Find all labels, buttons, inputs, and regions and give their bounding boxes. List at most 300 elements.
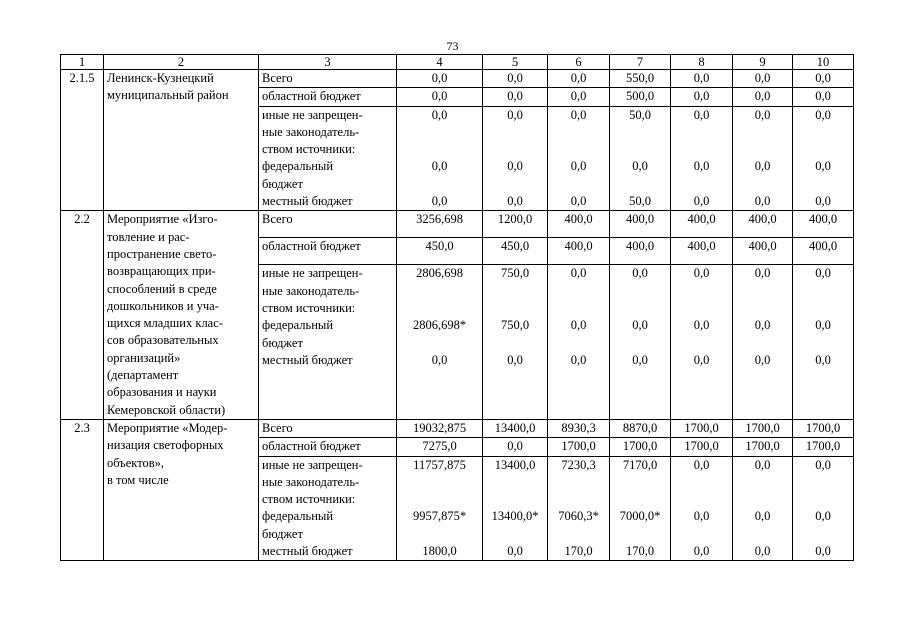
funding-source-line: Всего [262, 71, 293, 85]
item-name-line: Кемеровской области) [107, 402, 226, 417]
value [735, 283, 790, 300]
column-header: 8 [671, 55, 733, 70]
value: 1700,0 [561, 439, 596, 454]
value [795, 474, 851, 491]
item-name-line: возвращающих при- [107, 264, 216, 279]
value [673, 283, 730, 300]
value: 0,0 [431, 71, 448, 85]
value-cell [397, 238, 483, 265]
value [673, 491, 730, 508]
item-name-line: муниципальный район [107, 88, 229, 103]
funding-source-line: местный бюджет [262, 194, 353, 209]
value: 0,0 [632, 318, 648, 333]
value [485, 124, 545, 141]
value: 0,0 [754, 544, 771, 559]
value: 0,0 [754, 457, 771, 472]
value [399, 124, 480, 141]
value [550, 526, 607, 543]
value-cell [671, 238, 733, 265]
column-header: 1 [61, 55, 104, 70]
value [735, 141, 790, 158]
value-cell [671, 265, 733, 420]
value-cell [793, 419, 854, 437]
value-cell [671, 456, 733, 561]
value [795, 124, 851, 141]
value [673, 335, 730, 352]
item-name-line: Мероприятие «Изго- [107, 212, 218, 227]
value [485, 176, 545, 193]
value-cell [671, 106, 733, 211]
value: 13400,0 [494, 420, 536, 435]
funding-source-line: федеральный [262, 509, 334, 524]
value: 170,0 [625, 544, 655, 559]
column-header: 4 [397, 55, 483, 70]
funding-source-line: областной бюджет [262, 439, 361, 454]
value: 1700,0 [684, 420, 719, 435]
value: 0,0 [815, 457, 831, 472]
value [485, 300, 545, 317]
value-cell [793, 265, 854, 420]
funding-source-line: федеральный [262, 159, 334, 174]
funding-source-line: Всего [262, 420, 293, 435]
value: 170,0 [564, 544, 593, 559]
funding-source [259, 419, 397, 437]
value [550, 300, 607, 317]
value-cell [483, 70, 548, 88]
value: 0,0 [632, 266, 648, 281]
funding-source-line: федеральный [262, 318, 334, 333]
value: 0,0 [815, 107, 831, 122]
value: 0,0 [693, 89, 710, 104]
value: 11757,875 [413, 457, 466, 472]
value [612, 124, 668, 141]
value [795, 491, 851, 508]
value: 0,0 [815, 544, 831, 559]
value-cell [671, 88, 733, 106]
value [485, 474, 545, 491]
value [673, 124, 730, 141]
value-cell [610, 456, 671, 561]
value [550, 283, 607, 300]
page-number: 73 [446, 39, 459, 53]
value [399, 176, 480, 193]
value: 7060,3* [558, 509, 599, 524]
funding-source-line: ные законодатель- [262, 283, 360, 298]
value: 1200,0 [497, 212, 533, 227]
value: 0,0 [431, 352, 448, 367]
value-cell [793, 211, 854, 238]
value [485, 141, 545, 158]
funding-source-line: областной бюджет [262, 239, 361, 254]
item-code: 2.2 [61, 211, 104, 420]
value-cell [397, 438, 483, 456]
funding-source [259, 238, 397, 265]
table-row [61, 70, 854, 88]
value-cell [671, 70, 733, 88]
value: 0,0 [754, 89, 771, 104]
item-code: 2.1.5 [61, 70, 104, 211]
column-header: 2 [104, 55, 259, 70]
value [550, 141, 607, 158]
value-cell [483, 456, 548, 561]
value: 400,0 [625, 239, 655, 254]
value [735, 176, 790, 193]
value [399, 141, 480, 158]
value: 0,0 [693, 509, 710, 524]
value [550, 176, 607, 193]
value: 50,0 [629, 194, 651, 209]
value [485, 491, 545, 508]
value: 400,0 [748, 239, 777, 254]
value [612, 474, 668, 491]
item-name [104, 211, 259, 420]
value-cell [610, 211, 671, 238]
value [612, 335, 668, 352]
value: 0,0 [570, 89, 587, 104]
value-cell [793, 438, 854, 456]
value: 0,0 [693, 194, 710, 209]
value-cell [610, 419, 671, 437]
item-name-line: организаций» [107, 350, 181, 365]
value: 7275,0 [422, 439, 457, 454]
value-cell [671, 438, 733, 456]
column-header: 9 [733, 55, 793, 70]
value: 0,0 [507, 544, 523, 559]
value: 2806,698* [412, 318, 467, 333]
value [795, 300, 851, 317]
value: 0,0 [570, 107, 587, 122]
value: 0,0 [570, 71, 587, 85]
value-cell [397, 88, 483, 106]
funding-source-line: бюджет [262, 335, 303, 350]
value-cell [548, 419, 610, 437]
funding-source-line: ные законодатель- [262, 474, 360, 489]
value [795, 335, 851, 352]
value: 400,0 [564, 239, 593, 254]
value-cell [733, 88, 793, 106]
item-name-line: Мероприятие «Модер- [107, 420, 228, 435]
value [399, 474, 480, 491]
value: 0,0 [507, 194, 523, 209]
value: 0,0 [431, 89, 448, 104]
value [612, 526, 668, 543]
funding-source-line: местный бюджет [262, 352, 353, 367]
item-name-line: сов образовательных [107, 333, 219, 348]
value: 400,0 [808, 212, 838, 227]
value: 0,0 [570, 159, 587, 174]
column-header: 3 [259, 55, 397, 70]
value: 0,0 [431, 107, 448, 122]
funding-source [259, 456, 397, 561]
value: 2806,698 [416, 266, 463, 281]
value [399, 300, 480, 317]
value: 550,0 [625, 71, 655, 85]
value: 3256,698 [416, 212, 463, 227]
value [795, 141, 851, 158]
value [735, 491, 790, 508]
funding-source-line: иные не запрещен- [262, 457, 363, 472]
value: 0,0 [815, 318, 831, 333]
value [399, 491, 480, 508]
value [612, 283, 668, 300]
value: 0,0 [507, 159, 523, 174]
budget-table [60, 54, 854, 561]
value: 0,0 [815, 71, 831, 85]
value: 50,0 [629, 107, 651, 122]
value [550, 335, 607, 352]
value: 0,0 [570, 266, 587, 281]
value-cell [483, 265, 548, 420]
value [485, 335, 545, 352]
funding-source [259, 438, 397, 456]
value: 0,0 [815, 194, 831, 209]
column-number-row [61, 55, 854, 70]
value: 0,0 [693, 457, 710, 472]
funding-source [259, 211, 397, 238]
value-cell [733, 438, 793, 456]
value: 0,0 [632, 352, 648, 367]
value: 0,0 [693, 107, 710, 122]
funding-source-line: бюджет [262, 176, 303, 191]
value [612, 176, 668, 193]
value [735, 526, 790, 543]
value [673, 526, 730, 543]
value: 9957,875* [412, 509, 467, 524]
value: 1700,0 [805, 420, 841, 435]
value: 7170,0 [622, 457, 658, 472]
value-cell [793, 238, 854, 265]
value-cell [397, 211, 483, 238]
value-cell [397, 419, 483, 437]
value-cell [733, 456, 793, 561]
value-cell [397, 456, 483, 561]
value: 0,0 [754, 194, 771, 209]
item-name [104, 70, 259, 211]
item-name-line: пространение свето- [107, 246, 217, 261]
value: 750,0 [500, 266, 530, 281]
value [612, 141, 668, 158]
value: 450,0 [425, 239, 454, 254]
value: 400,0 [808, 239, 838, 254]
value-cell [610, 70, 671, 88]
item-name-line: способлений в среде [107, 281, 217, 296]
funding-source-line: местный бюджет [262, 544, 353, 559]
value [612, 300, 668, 317]
item-name-line: низация светофорных [107, 438, 224, 453]
value [735, 474, 790, 491]
value: 0,0 [431, 159, 448, 174]
item-name-line: объектов», [107, 455, 165, 470]
value: 0,0 [693, 318, 710, 333]
value-cell [397, 70, 483, 88]
funding-source [259, 88, 397, 106]
value-cell [733, 419, 793, 437]
funding-source-line: ством источники: [262, 492, 356, 507]
funding-source-line: иные не запрещен- [262, 266, 363, 281]
value-cell [483, 106, 548, 211]
value [550, 124, 607, 141]
value: 0,0 [693, 544, 710, 559]
value: 400,0 [625, 212, 655, 227]
value-cell [548, 456, 610, 561]
value [399, 283, 480, 300]
value: 0,0 [754, 71, 771, 85]
value-cell [548, 238, 610, 265]
value [399, 526, 480, 543]
column-header: 10 [793, 55, 854, 70]
value [673, 141, 730, 158]
item-name-line: в том числе [107, 472, 169, 487]
value-cell [548, 265, 610, 420]
value: 0,0 [693, 159, 710, 174]
value: 0,0 [507, 352, 523, 367]
value: 0,0 [693, 71, 710, 85]
funding-source-line: ством источники: [262, 142, 356, 157]
value-cell [610, 265, 671, 420]
funding-source-line: иные не запрещен- [262, 107, 363, 122]
value [550, 474, 607, 491]
item-name-line: (департамент [107, 368, 179, 383]
funding-source [259, 70, 397, 88]
value: 1700,0 [622, 439, 658, 454]
value-cell [548, 106, 610, 211]
value-cell [671, 211, 733, 238]
value: 19032,875 [412, 420, 467, 435]
value: 750,0 [500, 318, 530, 333]
value: 1800,0 [422, 544, 457, 559]
value-cell [793, 456, 854, 561]
value-cell [548, 70, 610, 88]
value [735, 335, 790, 352]
value [399, 335, 480, 352]
value [485, 283, 545, 300]
table-row [61, 419, 854, 437]
value-cell [610, 106, 671, 211]
value [795, 283, 851, 300]
funding-source-line: бюджет [262, 526, 303, 541]
value-cell [483, 419, 548, 437]
value-cell [483, 88, 548, 106]
item-name-line: образования и науки [107, 385, 217, 400]
value: 0,0 [507, 107, 523, 122]
value: 0,0 [431, 194, 448, 209]
value: 0,0 [815, 352, 831, 367]
item-name-line: дошкольников и уча- [107, 298, 219, 313]
value: 0,0 [507, 439, 523, 454]
value-cell [733, 211, 793, 238]
value: 400,0 [687, 212, 716, 227]
value [550, 491, 607, 508]
value-cell [733, 265, 793, 420]
table-row [61, 211, 854, 238]
value: 0,0 [815, 89, 831, 104]
value-cell [610, 88, 671, 106]
value: 400,0 [687, 239, 716, 254]
value: 0,0 [570, 194, 587, 209]
value: 7000,0* [619, 509, 661, 524]
value-cell [483, 211, 548, 238]
item-name [104, 419, 259, 560]
value: 0,0 [693, 352, 710, 367]
value [485, 526, 545, 543]
value: 0,0 [507, 89, 523, 104]
value: 0,0 [754, 318, 771, 333]
value: 0,0 [632, 159, 648, 174]
value-cell [483, 438, 548, 456]
item-code: 2.3 [61, 419, 104, 560]
value-cell [548, 88, 610, 106]
value: 7230,3 [561, 457, 596, 472]
value: 0,0 [754, 159, 771, 174]
value-cell [483, 238, 548, 265]
value-cell [671, 419, 733, 437]
value [673, 176, 730, 193]
value: 0,0 [754, 352, 771, 367]
value-cell [548, 211, 610, 238]
value: 0,0 [754, 107, 771, 122]
value: 0,0 [815, 509, 831, 524]
column-header: 6 [548, 55, 610, 70]
value: 0,0 [507, 71, 523, 85]
value-cell [548, 438, 610, 456]
funding-source [259, 106, 397, 211]
value-cell [733, 238, 793, 265]
value: 13400,0* [491, 509, 539, 524]
value: 450,0 [500, 239, 530, 254]
value: 1700,0 [805, 439, 841, 454]
value: 400,0 [748, 212, 777, 227]
funding-source-line: Всего [262, 212, 293, 227]
value [612, 491, 668, 508]
column-header: 5 [483, 55, 548, 70]
value-cell [397, 265, 483, 420]
value [795, 526, 851, 543]
value-cell [610, 238, 671, 265]
value: 1700,0 [745, 439, 780, 454]
funding-source-line: областной бюджет [262, 89, 361, 104]
value: 1700,0 [684, 439, 719, 454]
value-cell [610, 438, 671, 456]
value-cell [793, 106, 854, 211]
value: 13400,0 [494, 457, 536, 472]
value: 1700,0 [745, 420, 780, 435]
value [795, 176, 851, 193]
value: 8930,3 [561, 420, 596, 435]
value: 0,0 [815, 159, 831, 174]
value [735, 124, 790, 141]
value: 0,0 [570, 352, 587, 367]
value [735, 300, 790, 317]
value-cell [793, 88, 854, 106]
column-header: 7 [610, 55, 671, 70]
funding-source-line: ные законодатель- [262, 124, 360, 139]
value: 0,0 [570, 318, 587, 333]
value: 0,0 [815, 266, 831, 281]
item-name-line: товление и рас- [107, 229, 190, 244]
value: 0,0 [754, 509, 771, 524]
value-cell [733, 106, 793, 211]
value: 400,0 [564, 212, 593, 227]
item-name-line: Ленинск-Кузнецкий [107, 71, 214, 85]
value: 8870,0 [622, 420, 658, 435]
item-name-line: щихся младших клас- [107, 316, 223, 331]
funding-source [259, 265, 397, 420]
value [673, 300, 730, 317]
value [673, 474, 730, 491]
value-cell [397, 106, 483, 211]
funding-source-line: ством источники: [262, 300, 356, 315]
value: 0,0 [693, 266, 710, 281]
